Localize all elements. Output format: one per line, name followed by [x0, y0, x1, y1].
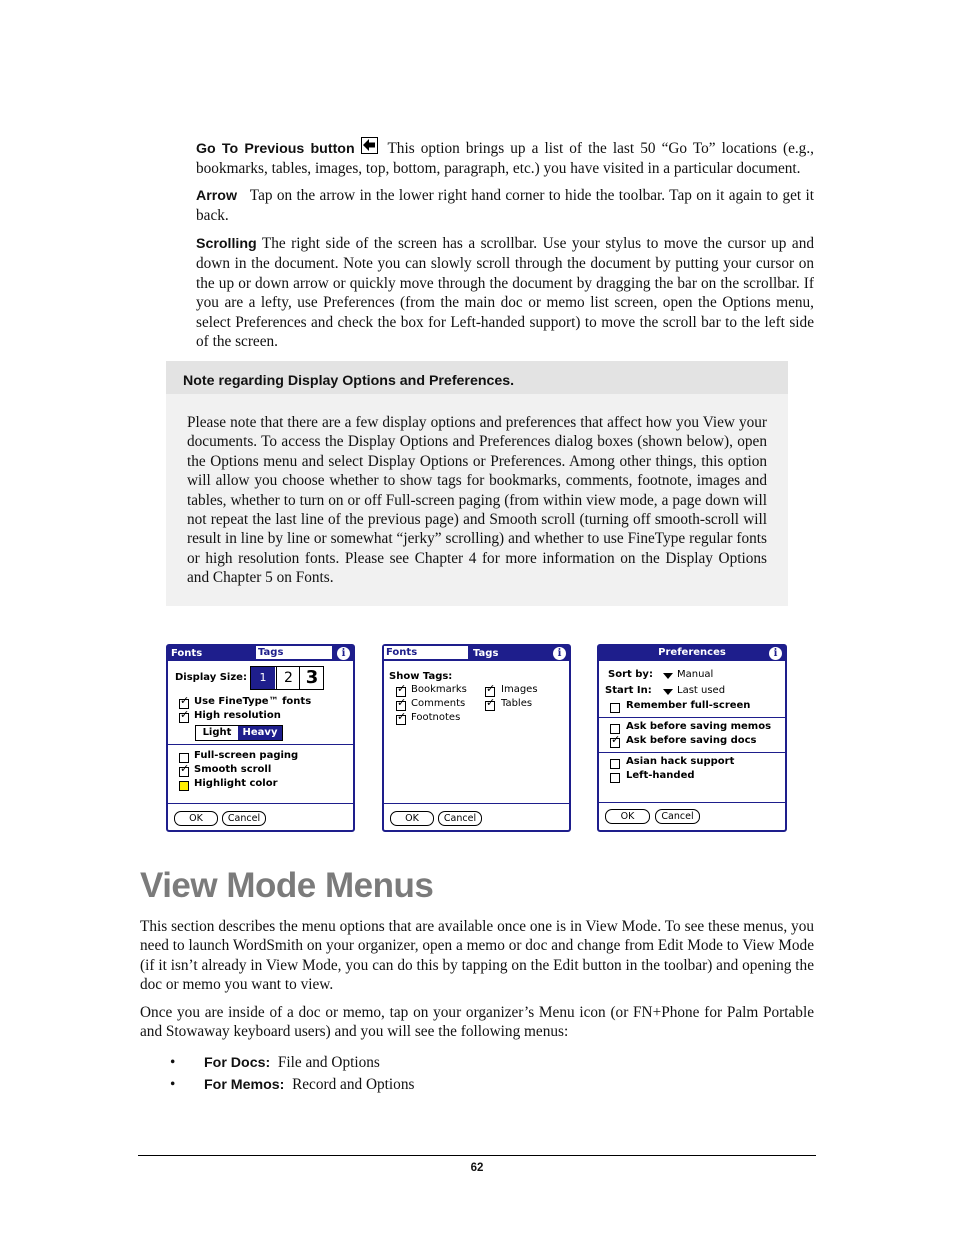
goto-lead: Go To Previous button — [196, 141, 355, 157]
bullet-lead: For Memos: — [204, 1077, 285, 1093]
ask-memos-label: Ask before saving memos — [626, 721, 772, 732]
heavy-option: Heavy — [238, 726, 282, 740]
start-in-label: Start In: — [605, 685, 652, 696]
note-box — [166, 361, 788, 606]
start-in-value: Last used — [677, 685, 726, 696]
tab-fonts: Fonts — [168, 646, 254, 661]
cancel-button: Cancel — [438, 811, 482, 826]
divider — [384, 803, 569, 804]
ok-button: OK — [174, 811, 218, 826]
divider — [599, 752, 785, 753]
section-paragraph-1: This section describes the menu options that are available once one is in View Mode. To see these menus, you need to launch WordSmith on your organizer, open a memo or doc and change from Edit Mode to View Mode (if it isn’t already in View Mode, you can do this by tapping on the Edit button in the toolbar) and opening the doc or memo you want to view. — [140, 918, 814, 994]
size-2-button: 2 — [276, 667, 300, 689]
bullet-text: File and Options — [277, 1054, 380, 1071]
images-label: Images — [501, 684, 538, 695]
use-finetype-label: Use FineType™ fonts — [194, 696, 312, 707]
scrolling-text: The right side of the screen has a scrollbar. Use your stylus to move the cursor up and down in the document. Note you can slowly scroll through the document by putting your cursor on the up or down arrow or quickly move through the document by dragging the bar on the scrollbar. If you are a lefty, use Preferences (from the main doc or memo list screen, open the Options menu, select Preferences and check the box for Left-handed support) to move the scroll bar to the left side of the screen. — [196, 235, 814, 351]
remember-full-screen-label: Remember full-screen — [626, 700, 751, 711]
start-in-dropdown-arrow-icon — [663, 689, 673, 695]
go-to-previous-icon — [361, 137, 378, 154]
ok-button: OK — [605, 809, 650, 824]
high-resolution-checkbox: ✓ — [180, 708, 190, 721]
show-tags-label: Show Tags: — [389, 671, 453, 682]
divider — [168, 744, 353, 745]
arrow-paragraph — [196, 186, 814, 226]
section-paragraph-2: Once you are inside of a doc or memo, tap on your organizer’s Menu icon (or FN+Phone for Palm Portable and Stowaway keyboard users) and you will see the following menus: — [140, 1004, 814, 1041]
comments-label: Comments — [411, 698, 466, 709]
size-3-button: 3 — [299, 667, 324, 689]
preferences-title: Preferences — [658, 647, 726, 658]
info-icon: i — [553, 647, 566, 660]
ask-docs-checkbox: ✓ — [611, 733, 621, 746]
sort-by-value: Manual — [677, 669, 714, 680]
cancel-button: Cancel — [655, 809, 700, 824]
goto-paragraph — [196, 137, 814, 179]
highlight-color-label: Highlight color — [194, 778, 278, 789]
bullet-icon: • — [170, 1054, 176, 1071]
note-body: Please note that there are a few display options and preferences that affect how you View your documents. To access the Display Options and Preferences dialog boxes (shown below), open the Options menu and select Display Options or Preferences. Among other things, this option will allow you choose whether to show tags for bookmarks, comments, footnote, images and tables, whether to turn on or off Full-screen paging (from within view mode, a page down will not repeat the last line of the previous page) and Smooth scroll (turning off smooth-scroll will result in line by line or somewhat “jerky” scrolling) and whether to use FineType regular fonts or high resolution fonts. Please see Chapter 4 for more information on the Display Options and Chapter 5 on Fonts. — [187, 414, 767, 587]
asian-hack-label: Asian hack support — [626, 756, 735, 767]
info-icon: i — [769, 647, 782, 660]
left-handed-label: Left-handed — [626, 770, 695, 781]
asian-hack-checkbox — [610, 759, 620, 769]
sort-by-dropdown-arrow-icon — [663, 673, 673, 679]
footnotes-checkbox: ✓ — [397, 710, 407, 723]
note-header — [166, 361, 788, 394]
tab-tags: Tags — [254, 646, 334, 661]
goto-text: This option brings up a list of the last 50 “Go To” locations (e.g., bookmarks, tables, images, top, bottom, paragraph, etc.) you have visited in a particular document. — [196, 140, 814, 178]
tags-dialog-screenshot — [382, 644, 571, 832]
ask-docs-label: Ask before saving docs — [626, 735, 757, 746]
page-number: 62 — [470, 1162, 484, 1174]
tables-checkbox: ✓ — [486, 696, 496, 709]
tables-label: Tables — [501, 698, 533, 709]
bookmarks-label: Bookmarks — [411, 684, 467, 695]
high-resolution-label: High resolution — [194, 710, 281, 721]
tab-fonts: Fonts — [384, 646, 470, 661]
scrolling-lead: Scrolling — [196, 236, 257, 252]
cancel-button: Cancel — [222, 811, 266, 826]
bullet-lead: For Docs: — [204, 1055, 271, 1071]
bullet-icon: • — [170, 1076, 176, 1093]
size-1-button: 1 — [251, 667, 275, 689]
tab-tags: Tags — [470, 646, 550, 661]
display-size-label: Display Size: — [175, 672, 247, 683]
fonts-dialog-screenshot — [166, 644, 355, 832]
footnotes-label: Footnotes — [411, 712, 461, 723]
scrolling-paragraph — [196, 234, 814, 351]
arrow-lead: Arrow — [196, 188, 237, 204]
ok-button: OK — [390, 811, 434, 826]
sort-by-label: Sort by: — [608, 669, 653, 680]
images-checkbox: ✓ — [486, 682, 496, 695]
light-option: Light — [202, 727, 232, 738]
remember-full-screen-checkbox — [610, 703, 620, 713]
divider — [168, 803, 353, 804]
smooth-scroll-label: Smooth scroll — [194, 764, 272, 775]
highlight-color-swatch — [179, 781, 189, 791]
section-heading: View Mode Menus — [140, 866, 434, 905]
smooth-scroll-checkbox: ✓ — [180, 762, 190, 775]
note-title: Note regarding Display Options and Preferences. — [183, 373, 515, 389]
bookmarks-checkbox: ✓ — [397, 682, 407, 695]
arrow-text: Tap on the arrow in the lower right hand corner to hide the toolbar. Tap on it again to get it back. — [196, 187, 815, 225]
size-selector — [250, 666, 324, 690]
info-icon: i — [337, 647, 350, 660]
left-handed-checkbox — [610, 773, 620, 783]
use-finetype-checkbox: ✓ — [180, 694, 190, 707]
preferences-dialog-screenshot — [597, 644, 787, 832]
divider — [599, 802, 785, 803]
full-screen-paging-label: Full-screen paging — [194, 750, 299, 761]
weight-selector — [195, 725, 283, 741]
comments-checkbox: ✓ — [397, 696, 407, 709]
bullet-text: Record and Options — [292, 1076, 415, 1093]
divider — [599, 717, 785, 718]
footer-rule — [138, 1155, 816, 1156]
